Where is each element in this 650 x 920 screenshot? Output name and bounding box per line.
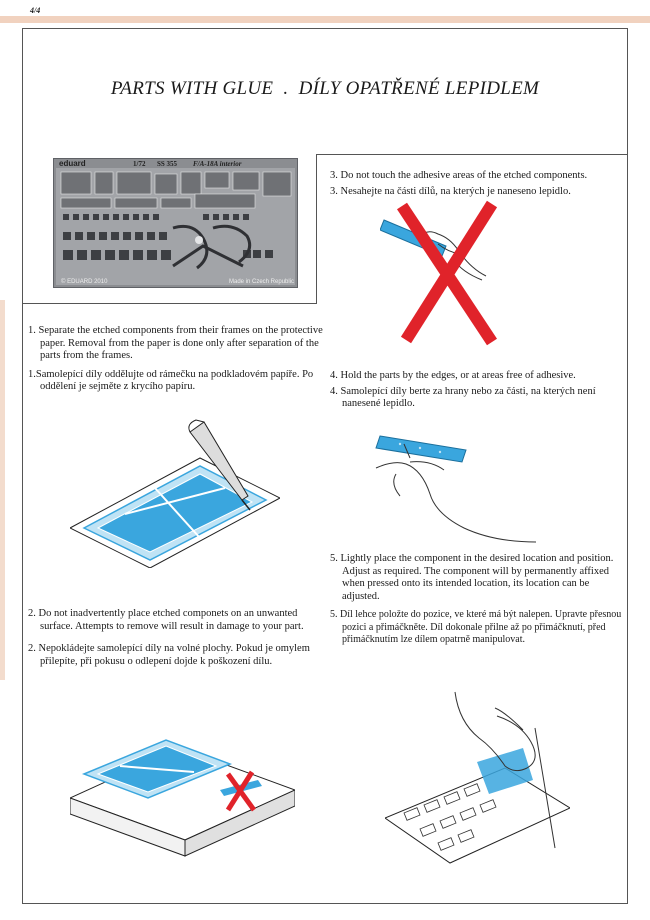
step-4-en: 4. Hold the parts by the edges, or at areas free of adhesive. xyxy=(330,370,576,381)
step-5-cz: 5. Díl lehce položte do pozice, ve které má být nalepen. Upravte přesnou pozici a přimáčkněte. Díl dokonale přilne až po přimáčknutí, před přimáčknutím lze dílem opatrně manipulovat. xyxy=(330,609,622,645)
step-3-cz: 3. Nesahejte na části dílů, na kterých je naneseno lepidlo. xyxy=(330,185,571,197)
page-title: PARTS WITH GLUE . DÍLY OPATŘENÉ LEPIDLEM xyxy=(110,78,540,99)
top-color-band xyxy=(0,16,650,23)
step-5-en: 5. Lightly place the component in the desired location and position. Adjust as required. The component will by permanently affixed when pressed onto its intended location, its location can be adjusted. xyxy=(330,553,614,602)
step-2-text xyxy=(28,608,328,668)
fret-origin: Made in Czech Republic xyxy=(229,279,295,285)
fret-brand: eduard xyxy=(59,159,86,168)
fret-name: F/A-18A interior xyxy=(193,160,242,168)
step-2-cz: 2. Nepokládejte samolepící díly na volné plochy. Pokud je omylem přilepíte, při pokusu o odlepení dojde k poškození dílu. xyxy=(28,643,310,667)
step-1-cz: 1.Samolepící díly oddělujte od rámečku na podkladovém papíře. Po oddělení je sejměte z krycího papíru. xyxy=(28,368,314,392)
step-4-illustration xyxy=(370,428,540,548)
side-color-tab xyxy=(0,300,5,680)
fret-copyright: © EDUARD 2010 xyxy=(61,279,108,285)
step-3-en: 3. Do not touch the adhesive areas of the etched components. xyxy=(330,170,588,181)
step-3-text xyxy=(330,170,626,198)
step-1-text xyxy=(28,325,324,394)
step-2-en: 2. Do not inadvertently place etched componets on an unwanted surface. Attempts to remove will result in damage to your part. xyxy=(28,608,304,632)
page-number: 4/4 xyxy=(30,6,41,15)
step-2-illustration xyxy=(70,728,295,858)
step-4-text xyxy=(330,370,626,411)
step-4-cz: 4. Samolepící díly berte za hrany nebo za části, na kterých není nanesené lepidlo. xyxy=(330,385,596,409)
fret-scale: 1/72 xyxy=(133,160,146,168)
step-5-text xyxy=(330,553,626,647)
fret-code: SS 355 xyxy=(157,160,178,168)
step-1-illustration xyxy=(70,418,280,568)
step-1-en: 1. Separate the etched components from their frames on the protective paper. Removal from the paper is done only after separation of the parts from the frames. xyxy=(28,325,323,361)
fret-photo xyxy=(53,158,298,288)
step-3-illustration xyxy=(380,200,520,350)
step-5-illustration xyxy=(385,688,570,868)
